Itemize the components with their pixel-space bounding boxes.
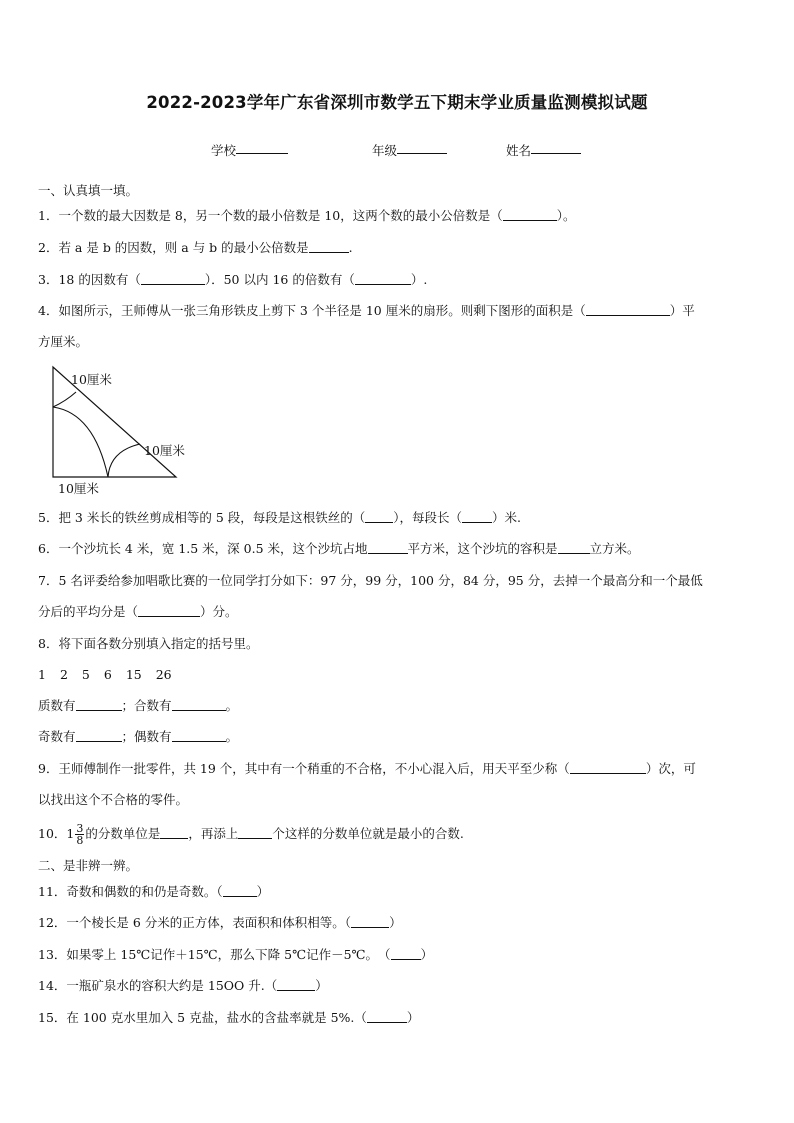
question-4 [38, 302, 756, 320]
q6-end: 立方米。 [589, 541, 640, 556]
q10-blank-1[interactable] [160, 826, 188, 839]
q2-blank[interactable] [309, 240, 349, 253]
question-10 [38, 823, 756, 846]
prime-blank[interactable] [76, 698, 122, 711]
q10-blank-2[interactable] [238, 826, 272, 839]
number-list [38, 666, 756, 684]
sector-top [53, 392, 76, 407]
school-field[interactable] [211, 141, 236, 159]
q3-blank-2[interactable] [355, 272, 411, 285]
question-8: 8．将下面各数分别填入指定的括号里。 [38, 636, 259, 651]
q13-blank[interactable] [391, 947, 421, 960]
q12-blank[interactable] [351, 915, 389, 928]
sector-bottom-right [108, 444, 140, 477]
even-blank[interactable] [172, 729, 226, 742]
q6-blank-1[interactable] [368, 541, 408, 554]
name-label: 姓名 [506, 143, 532, 158]
q7-end: ）分。 [200, 604, 238, 619]
q10-text: 10．1 [38, 826, 75, 841]
q15-text: 15．在 100 克水里加入 5 克盐，盐水的含盐率就是 5%.（ [38, 1010, 367, 1025]
question-1 [38, 207, 756, 225]
name-blank[interactable] [531, 141, 581, 154]
row-end: 。 [225, 698, 239, 713]
q9-text: 9．王师傅制作一批零件，共 19 个，其中有一个稍重的不合格，不小心混入后，用天平至少称（ [38, 761, 570, 776]
odd-even-row [38, 728, 756, 746]
q3-blank-1[interactable] [141, 272, 205, 285]
q6-mid: 平方米，这个沙坑的容积是 [407, 541, 558, 556]
even-label: ；偶数有 [121, 729, 172, 744]
q5-end: ）米. [492, 510, 522, 525]
question-7: 7．5 名评委给参加唱歌比赛的一位同学打分如下：97 分，99 分，100 分，84 分，95 分，去掉一个最高分和一个最低 [38, 573, 703, 588]
q3-mid: ）．50 以内 16 的倍数有（ [204, 272, 355, 287]
q1-blank[interactable] [503, 208, 557, 221]
q14-blank[interactable] [277, 978, 315, 991]
q5-mid: ），每段长（ [393, 510, 463, 525]
composite-label: ；合数有 [121, 698, 172, 713]
fraction-numerator: 3 [76, 822, 84, 835]
question-13 [38, 946, 756, 964]
q6-blank-2[interactable] [558, 541, 590, 554]
q3-text: 3．18 的因数有（ [38, 272, 141, 287]
odd-label: 奇数有 [38, 729, 76, 744]
fraction [75, 823, 84, 846]
question-11 [38, 883, 756, 901]
q9-end: ）次，可 [645, 761, 696, 776]
q7-blank[interactable] [138, 604, 200, 617]
sector-right-angle [53, 407, 108, 477]
q5-blank-1[interactable] [365, 510, 393, 523]
number-item: 5 [81, 667, 90, 682]
page-title: 2022-2023学年广东省深圳市数学五下期末学业质量监测模拟试题 [146, 93, 648, 112]
name-field[interactable] [506, 141, 531, 159]
q12-end: ） [389, 915, 402, 930]
school-blank[interactable] [236, 141, 288, 154]
school-label: 学校 [211, 143, 237, 158]
q10-text-2: 的分数单位是 [85, 826, 161, 841]
q2-end: . [348, 240, 353, 255]
q7-text: 分后的平均分是（ [38, 604, 139, 619]
question-3 [38, 271, 756, 289]
prime-composite-row [38, 697, 756, 715]
q5-text: 5．把 3 米长的铁丝剪成相等的 5 段，每段是这根铁丝的（ [38, 510, 366, 525]
q10-end: 个这样的分数单位就是最小的合数. [272, 826, 464, 841]
question-14 [38, 977, 756, 995]
question-7-cont [38, 603, 756, 621]
q14-text: 14．一瓶矿泉水的容积大约是 15OO 升.（ [38, 978, 278, 993]
q10-text-3: ，再添上 [188, 826, 239, 841]
label-top: 10厘米 [71, 372, 112, 387]
number-item: 26 [155, 667, 172, 682]
q14-end: ） [315, 978, 328, 993]
grade-field[interactable] [372, 141, 397, 159]
q12-text: 12．一个棱长是 6 分米的正方体，表面积和体积相等。（ [38, 915, 352, 930]
q11-end: ） [256, 884, 270, 899]
question-2 [38, 239, 756, 257]
question-6 [38, 540, 756, 558]
number-item: 6 [103, 667, 112, 682]
q9-blank[interactable] [570, 761, 646, 774]
q11-blank[interactable] [223, 884, 257, 897]
question-4-cont: 方厘米。 [38, 334, 89, 349]
q1-text: 1．一个数的最大因数是 8，另一个数的最小倍数是 10，这两个数的最小公倍数是（ [38, 208, 503, 223]
composite-blank[interactable] [172, 698, 226, 711]
section-2-heading: 二、是非辨一辨。 [38, 858, 139, 873]
odd-blank[interactable] [76, 729, 122, 742]
student-info-row [0, 141, 794, 161]
question-12 [38, 914, 756, 932]
q4-blank[interactable] [586, 303, 670, 316]
question-15 [38, 1009, 756, 1027]
q4-end: ）平 [669, 303, 695, 318]
q13-text: 13．如果零上 15℃记作＋15℃，那么下降 5℃记作－5℃。 （ [38, 947, 391, 962]
q13-end: ） [420, 947, 434, 962]
question-5 [38, 509, 756, 527]
q5-blank-2[interactable] [462, 510, 492, 523]
row-end: 。 [225, 729, 239, 744]
q3-end: ）. [410, 272, 428, 287]
number-item: 15 [125, 667, 142, 682]
q2-text: 2．若 a 是 b 的因数，则 a 与 b 的最小公倍数是 [38, 240, 309, 255]
q15-end: ） [406, 1010, 420, 1025]
q4-text: 4．如图所示，王师傅从一张三角形铁皮上剪下 3 个半径是 10 厘米的扇形。则剩下图形的面积是（ [38, 303, 586, 318]
q11-text: 11．奇数和偶数的和仍是奇数。（ [38, 884, 223, 899]
question-9 [38, 760, 756, 778]
section-1-heading: 一、认真填一填。 [38, 183, 139, 198]
prime-label: 质数有 [38, 698, 76, 713]
label-bottom: 10厘米 [58, 481, 99, 496]
label-right: 10厘米 [144, 443, 185, 458]
q6-text: 6．一个沙坑长 4 米，宽 1.5 米，深 0.5 米，这个沙坑占地 [38, 541, 368, 556]
grade-label: 年级 [372, 143, 398, 158]
q1-end: ）。 [556, 208, 576, 223]
number-item: 1 [38, 667, 46, 682]
q15-blank[interactable] [367, 1010, 407, 1023]
grade-blank[interactable] [397, 141, 447, 154]
number-item: 2 [59, 667, 68, 682]
fraction-denominator: 8 [76, 834, 84, 847]
question-9-cont: 以找出这个不合格的零件。 [38, 792, 189, 807]
triangle-figure [38, 364, 208, 499]
